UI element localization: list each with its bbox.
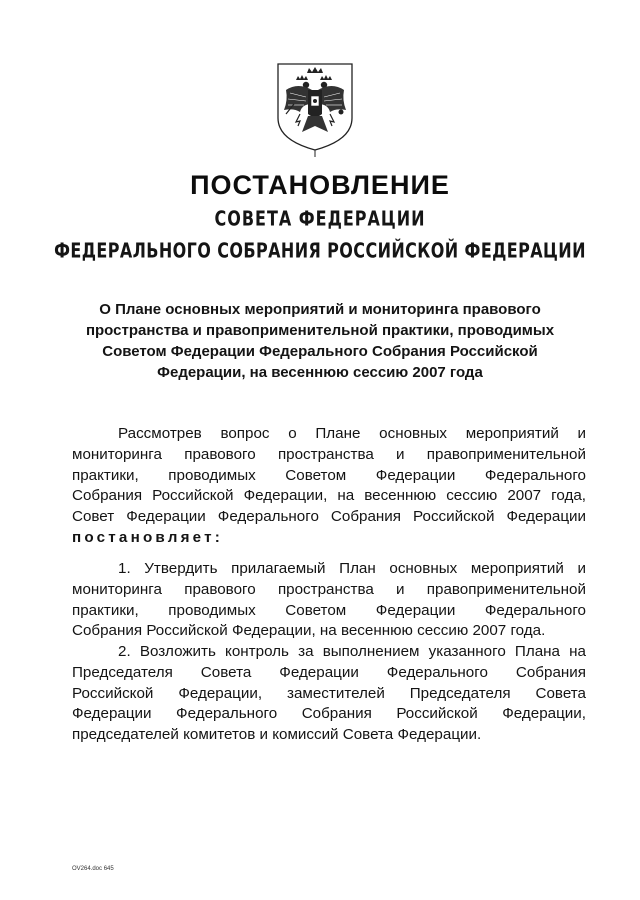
text-line: Федерации Федерального Собрания Российской Федерации,: [72, 705, 586, 723]
heading-line: О Плане основных мероприятий и мониторинга правового: [99, 301, 541, 318]
text-line: председателей комитетов и комиссий Совета Федерации.: [72, 726, 482, 744]
document-reference: OV264.doc 645: [72, 866, 114, 872]
text-line: Собрания Российской Федерации, на весеннюю сессию 2007 года.: [72, 622, 546, 640]
text-line: 1. Утвердить прилагаемый План основных мероприятий и: [118, 560, 586, 577]
text-line: практики, проводимых Советом Федерации Федерального: [72, 601, 586, 619]
heading-line: пространства и правоприменительной практики, проводимых: [85, 322, 555, 339]
text-line: 2. Возложить контроль за выполнением указанного Плана на: [118, 643, 586, 660]
text-line: мониторинга правового пространства и правоприменительной: [72, 580, 586, 598]
document-title: ПОСТАНОВЛЕНИЕ: [190, 170, 450, 200]
text-line: Российской Федерации, заместителей Председателя Совета: [72, 684, 586, 702]
resolution-heading: [60, 299, 580, 383]
text-line: Председателя Совета Федерации Федерального Собрания: [72, 663, 586, 681]
text-line: мониторинга правового пространства и правоприменительной: [72, 445, 586, 463]
text-line: Совет Федерации Федерального Собрания Российской Федерации: [72, 508, 586, 526]
text-line: Собрания Российской Федерации, на весеннюю сессию 2007 года,: [72, 487, 586, 505]
resolves-word: постановляет:: [72, 528, 224, 546]
issuer-line-1: СОВЕТА ФЕДЕРАЦИИ: [214, 206, 426, 231]
heading-line: Федерации, на весеннюю сессию 2007 года: [157, 364, 483, 381]
heading-line: Советом Федерации Федерального Собрания Российской: [102, 343, 538, 360]
coat-of-arms-icon: [272, 60, 358, 160]
preamble-paragraph: [72, 424, 586, 549]
item-1-paragraph: [72, 559, 586, 642]
text-line: Рассмотрев вопрос о Плане основных мероприятий и: [118, 425, 586, 442]
issuer-line-2: ФЕДЕРАЛЬНОГО СОБРАНИЯ РОССИЙСКОЙ ФЕДЕРАЦИИ: [54, 238, 586, 263]
item-2-paragraph: [72, 642, 586, 746]
text-line: практики, проводимых Советом Федерации Федерального: [72, 466, 586, 484]
